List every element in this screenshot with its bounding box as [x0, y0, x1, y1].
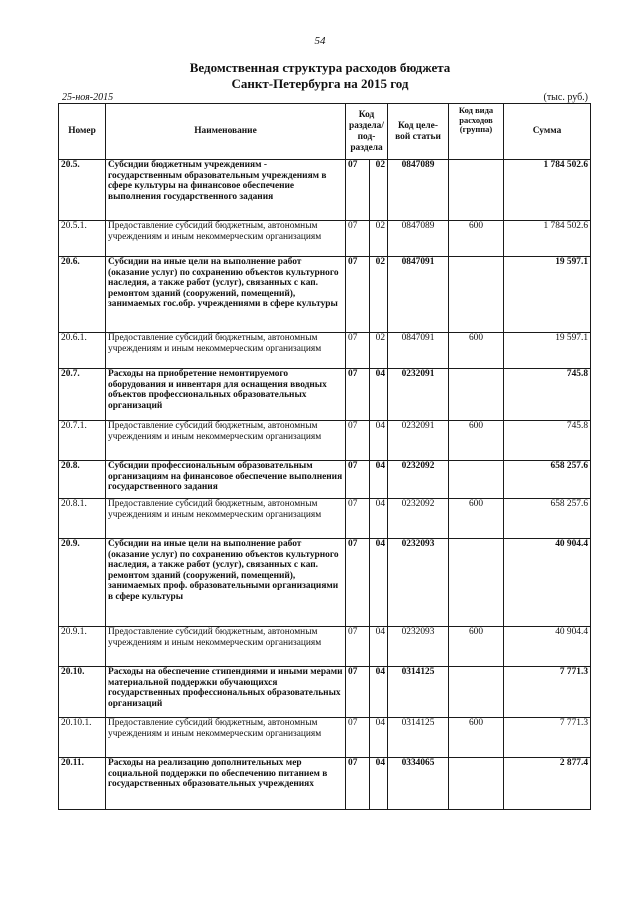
row-sum: 2 877.4: [504, 758, 591, 810]
page-number: 54: [314, 35, 326, 47]
row-section: 07: [346, 499, 370, 539]
row-sum: 1 784 502.6: [504, 221, 591, 257]
row-subsection: 02: [370, 257, 388, 333]
row-section: 07: [346, 160, 370, 221]
table-row: [59, 221, 591, 257]
table-header-row: [59, 104, 591, 160]
table-row: [59, 499, 591, 539]
header-sum: Сумма: [504, 104, 591, 160]
row-kvr: [449, 160, 504, 221]
row-subsection: 04: [370, 461, 388, 499]
row-csr: 0232091: [388, 421, 449, 461]
table-row: [59, 421, 591, 461]
row-number: 20.6.1.: [59, 333, 106, 369]
row-section: 07: [346, 461, 370, 499]
row-section: 07: [346, 221, 370, 257]
units-label: (тыс. руб.): [543, 92, 588, 103]
row-csr: 0232093: [388, 627, 449, 667]
row-kvr: [449, 539, 504, 627]
row-section: 07: [346, 667, 370, 718]
row-subsection: 04: [370, 667, 388, 718]
row-number: 20.7.: [59, 369, 106, 421]
table-row: [59, 160, 591, 221]
row-csr: 0847091: [388, 257, 449, 333]
row-section: 07: [346, 369, 370, 421]
table-row: [59, 627, 591, 667]
row-name: Субсидии на иные цели на выполнение работ (оказание услуг) по сохранению объектов культурного наследия, а также работ (услуг), связанных с кап. ремонтом зданий (сооружений, помещений), занимаемых проф. образовательными организациями в сфере культуры: [106, 539, 346, 627]
row-kvr: 600: [449, 499, 504, 539]
row-name: Предоставление субсидий бюджетным, автономным учреждениям и иным некоммерческим организациям: [106, 499, 346, 539]
table-row: [59, 461, 591, 499]
row-csr: 0847089: [388, 160, 449, 221]
row-csr: 0232092: [388, 461, 449, 499]
row-sum: 19 597.1: [504, 257, 591, 333]
header-csr: Код целе- вой статьи: [388, 104, 449, 160]
row-sum: 40 904.4: [504, 539, 591, 627]
row-number: 20.7.1.: [59, 421, 106, 461]
row-kvr: [449, 369, 504, 421]
row-section: 07: [346, 539, 370, 627]
row-csr: 0847091: [388, 333, 449, 369]
row-section: 07: [346, 627, 370, 667]
row-number: 20.8.1.: [59, 499, 106, 539]
table-row: [59, 718, 591, 758]
document-date: 25-ноя-2015: [62, 92, 114, 103]
row-name: Расходы на обеспечение стипендиями и иными мерами материальной поддержки обучающихся государственных профессиональных образовательных организаций: [106, 667, 346, 718]
row-sum: 658 257.6: [504, 461, 591, 499]
row-section: 07: [346, 257, 370, 333]
row-csr: 0232093: [388, 539, 449, 627]
row-name: Расходы на реализацию дополнительных мер социальной поддержки по обеспечению питанием в государственных образовательных учреждениях: [106, 758, 346, 810]
row-kvr: 600: [449, 221, 504, 257]
row-name: Субсидии на иные цели на выполнение работ (оказание услуг) по сохранению объектов культурного наследия, а также работ (услуг), связанных с кап. ремонтом зданий (сооружений, помещений), занимаемых гос.обр. учреждениями в сфере культуры: [106, 257, 346, 333]
row-section: 07: [346, 333, 370, 369]
table-row: [59, 369, 591, 421]
row-number: 20.9.1.: [59, 627, 106, 667]
row-kvr: [449, 461, 504, 499]
row-name: Предоставление субсидий бюджетным, автономным учреждениям и иным некоммерческим организациям: [106, 333, 346, 369]
row-sum: 745.8: [504, 421, 591, 461]
table-row: [59, 539, 591, 627]
row-sum: 1 784 502.6: [504, 160, 591, 221]
row-name: Субсидии бюджетным учреждениям - государственным образовательным учреждениям в сфере культуры на финансовое обеспечение выполнения государственного задания: [106, 160, 346, 221]
row-subsection: 04: [370, 758, 388, 810]
row-kvr: 600: [449, 421, 504, 461]
row-sum: 19 597.1: [504, 333, 591, 369]
row-sum: 7 771.3: [504, 718, 591, 758]
row-section: 07: [346, 718, 370, 758]
row-sum: 658 257.6: [504, 499, 591, 539]
row-sum: 745.8: [504, 369, 591, 421]
row-kvr: 600: [449, 333, 504, 369]
header-section: Код раздела/ под- раздела: [346, 104, 388, 160]
row-csr: 0314125: [388, 718, 449, 758]
row-name: Предоставление субсидий бюджетным, автономным учреждениям и иным некоммерческим организациям: [106, 718, 346, 758]
row-subsection: 04: [370, 421, 388, 461]
row-kvr: 600: [449, 718, 504, 758]
row-section: 07: [346, 758, 370, 810]
row-section: 07: [346, 421, 370, 461]
row-csr: 0334065: [388, 758, 449, 810]
row-csr: 0232091: [388, 369, 449, 421]
row-kvr: [449, 667, 504, 718]
row-csr: 0314125: [388, 667, 449, 718]
row-kvr: 600: [449, 627, 504, 667]
row-subsection: 02: [370, 221, 388, 257]
table-row: [59, 758, 591, 810]
row-csr: 0847089: [388, 221, 449, 257]
row-number: 20.8.: [59, 461, 106, 499]
document-title-line-1: Ведомственная структура расходов бюджета: [189, 60, 451, 75]
row-csr: 0232092: [388, 499, 449, 539]
row-name: Расходы на приобретение немонтируемого оборудования и инвентаря для оснащения вводных объектов профессиональных образовательных организаций: [106, 369, 346, 421]
document-title: [0, 60, 640, 92]
row-name: Субсидии профессиональным образовательным организациям на финансовое обеспечение выполнения государственного задания: [106, 461, 346, 499]
row-subsection: 04: [370, 718, 388, 758]
row-subsection: 04: [370, 539, 388, 627]
row-sum: 7 771.3: [504, 667, 591, 718]
row-number: 20.10.: [59, 667, 106, 718]
table-row: [59, 333, 591, 369]
row-subsection: 02: [370, 333, 388, 369]
header-kvr: Код вида расходов (группа): [449, 104, 504, 160]
table-row: [59, 667, 591, 718]
document-title-line-2: Санкт-Петербурга на 2015 год: [231, 76, 409, 91]
row-kvr: [449, 257, 504, 333]
row-number: 20.5.1.: [59, 221, 106, 257]
header-number: Номер: [59, 104, 106, 160]
header-name: Наименование: [106, 104, 346, 160]
row-kvr: [449, 758, 504, 810]
table-row: [59, 257, 591, 333]
row-name: Предоставление субсидий бюджетным, автономным учреждениям и иным некоммерческим организациям: [106, 421, 346, 461]
row-number: 20.10.1.: [59, 718, 106, 758]
table-body: [59, 160, 591, 810]
row-name: Предоставление субсидий бюджетным, автономным учреждениям и иным некоммерческим организациям: [106, 221, 346, 257]
row-number: 20.11.: [59, 758, 106, 810]
row-sum: 40 904.4: [504, 627, 591, 667]
row-subsection: 04: [370, 627, 388, 667]
row-number: 20.5.: [59, 160, 106, 221]
budget-table: [58, 103, 591, 810]
row-subsection: 04: [370, 369, 388, 421]
row-subsection: 04: [370, 499, 388, 539]
row-number: 20.6.: [59, 257, 106, 333]
row-name: Предоставление субсидий бюджетным, автономным учреждениям и иным некоммерческим организациям: [106, 627, 346, 667]
row-number: 20.9.: [59, 539, 106, 627]
row-subsection: 02: [370, 160, 388, 221]
